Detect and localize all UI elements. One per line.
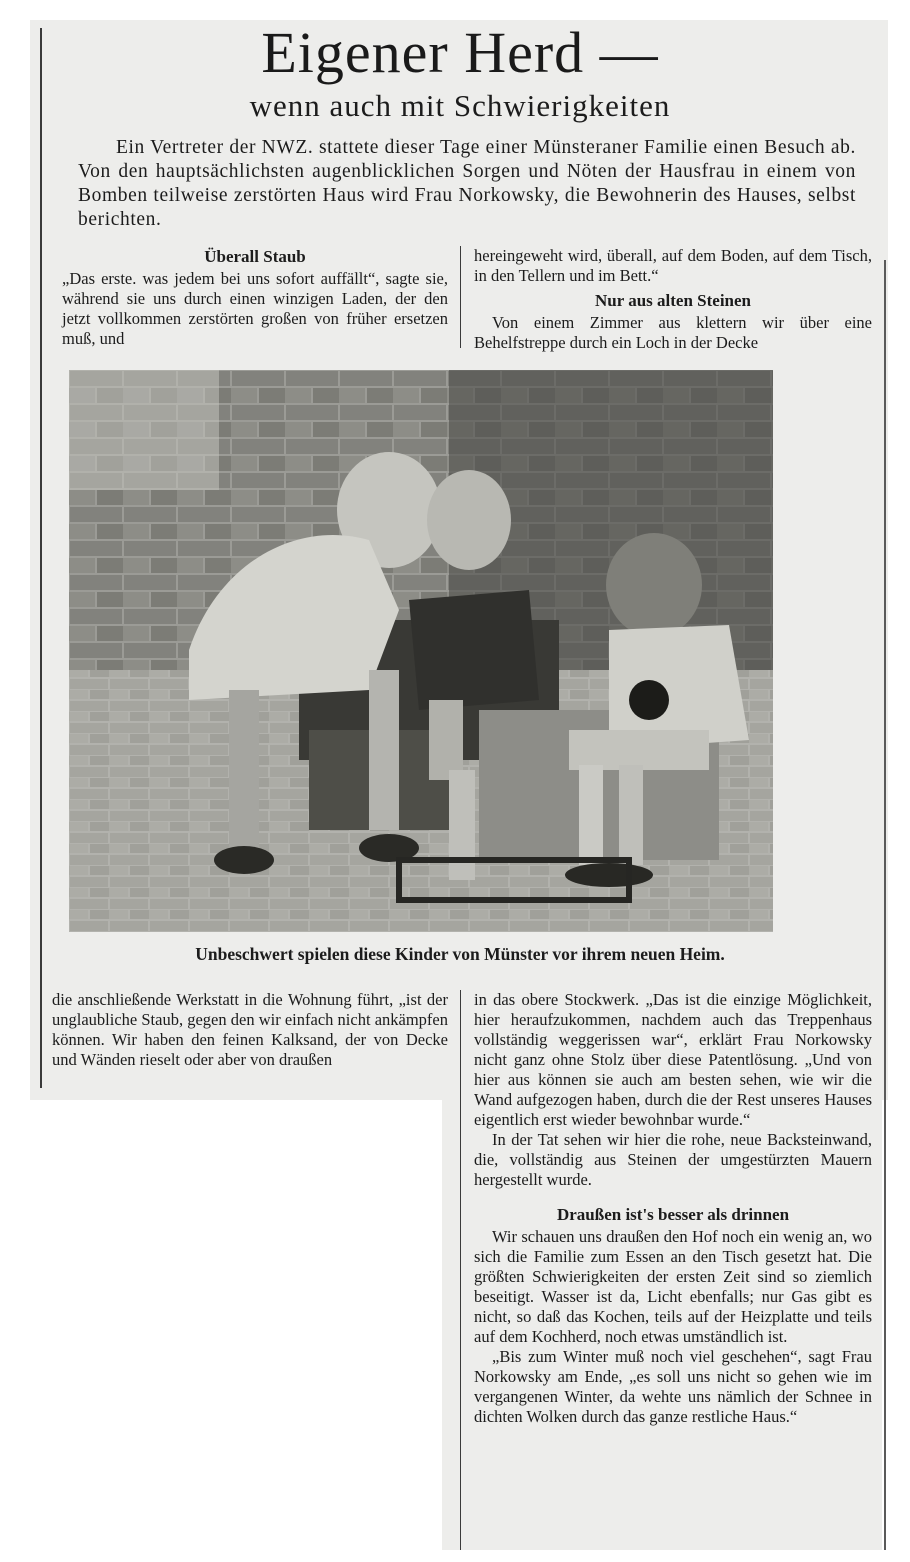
children-photo-image <box>69 370 773 932</box>
lower-left-column <box>52 990 448 1070</box>
headline: Eigener Herd — <box>261 20 659 85</box>
upper-left-column <box>62 246 448 349</box>
lead-text: Ein Vertreter der NWZ. stattete dieser Tage einer Münsteraner Familie einen Besuch ab. Von den hauptsächlichsten augenblicklichen Sorgen und Nöten der Hausfrau in einem von Bomben teilweise zerstörten Haus wird Frau Norkowsky, die Bewohnerin des Hauses, selbst berichten. <box>78 137 856 230</box>
right-edge-rule <box>884 260 886 1550</box>
photo-caption: Unbeschwert spielen diese Kinder von Münster vor ihrem neuen Heim. <box>195 944 725 964</box>
upper-right-column <box>474 246 872 353</box>
left-border-rule <box>40 28 42 1088</box>
children-photo <box>69 370 773 932</box>
section1-heading: Überall Staub <box>204 247 306 266</box>
section3-paragraph-2: „Bis zum Winter muß noch viel geschehen“, sagt Frau Norkowsky am Ende, „es soll uns nicht so gehen wie im vergangenen Winter, da wehte uns nämlich der Schnee in dichten Wolken durch das ganze restliche Haus.“ <box>474 1347 872 1426</box>
section3-heading: Draußen ist's besser als drinnen <box>556 1205 790 1224</box>
section1-text: „Das erste. was jedem bei uns sofort auffällt“, sagte sie, während sie uns durch einen winzigen Laden, der den jetzt vollkommen zerstörten großen von früher ersetzen muß, und <box>62 269 448 348</box>
lower-right-paragraph-2: In der Tat sehen wir hier die rohe, neue Backsteinwand, die, vollständig aus Steinen der umgestürzten Mauern hergestellt wurde. <box>474 1130 872 1189</box>
lower-left-text: die anschließende Werkstatt in die Wohnung führt, „ist der unglaubliche Staub, gegen den wir einfach nicht ankämpfen können. Wir haben den feinen Kalksand, der von Decke und Wänden rieselt oder aber von draußen <box>52 990 448 1069</box>
lower-right-paragraph-1: in das obere Stockwerk. „Das ist die einzige Möglichkeit, hier heraufzukommen, nachdem auch das Treppenhaus vollständig weggerissen war“, erklärt Frau Norkowsky nicht ganz ohne Stolz über diese Patentlösung. „Und von hier aus können sie auch am besten sehen, wie wir die Wand aufgezogen haben, durch die der Rest unseres Hauses eigentlich erst wieder bewohnbar wurde.“ <box>474 990 872 1129</box>
section1-continued: hereingeweht wird, überall, auf dem Boden, auf dem Tisch, in den Tellern und im Bett.“ <box>474 246 872 285</box>
section2-text: Von einem Zimmer aus klettern wir über eine Behelfstreppe durch ein Loch in der Decke <box>474 313 872 352</box>
subheadline: wenn auch mit Schwierigkeiten <box>249 88 671 123</box>
lead-paragraph <box>78 136 856 232</box>
upper-column-rule <box>460 246 461 348</box>
section2-heading: Nur aus alten Steinen <box>594 291 751 310</box>
lower-column-rule <box>460 990 461 1550</box>
section3-paragraph-1: Wir schauen uns draußen den Hof noch ein wenig an, wo sich die Familie zum Essen an den Tisch gesetzt hat. Die größten Schwierigkeiten der ersten Zeit sind so ziemlich beseitigt. Wasser ist da, Licht ebenfalls; nur Gas gibt es nicht, so daß das Kochen, teils auf der Heizplatte und teils auf dem Kochherd, noch etwas umständlich ist. <box>474 1227 872 1346</box>
lower-right-column <box>474 990 872 1427</box>
